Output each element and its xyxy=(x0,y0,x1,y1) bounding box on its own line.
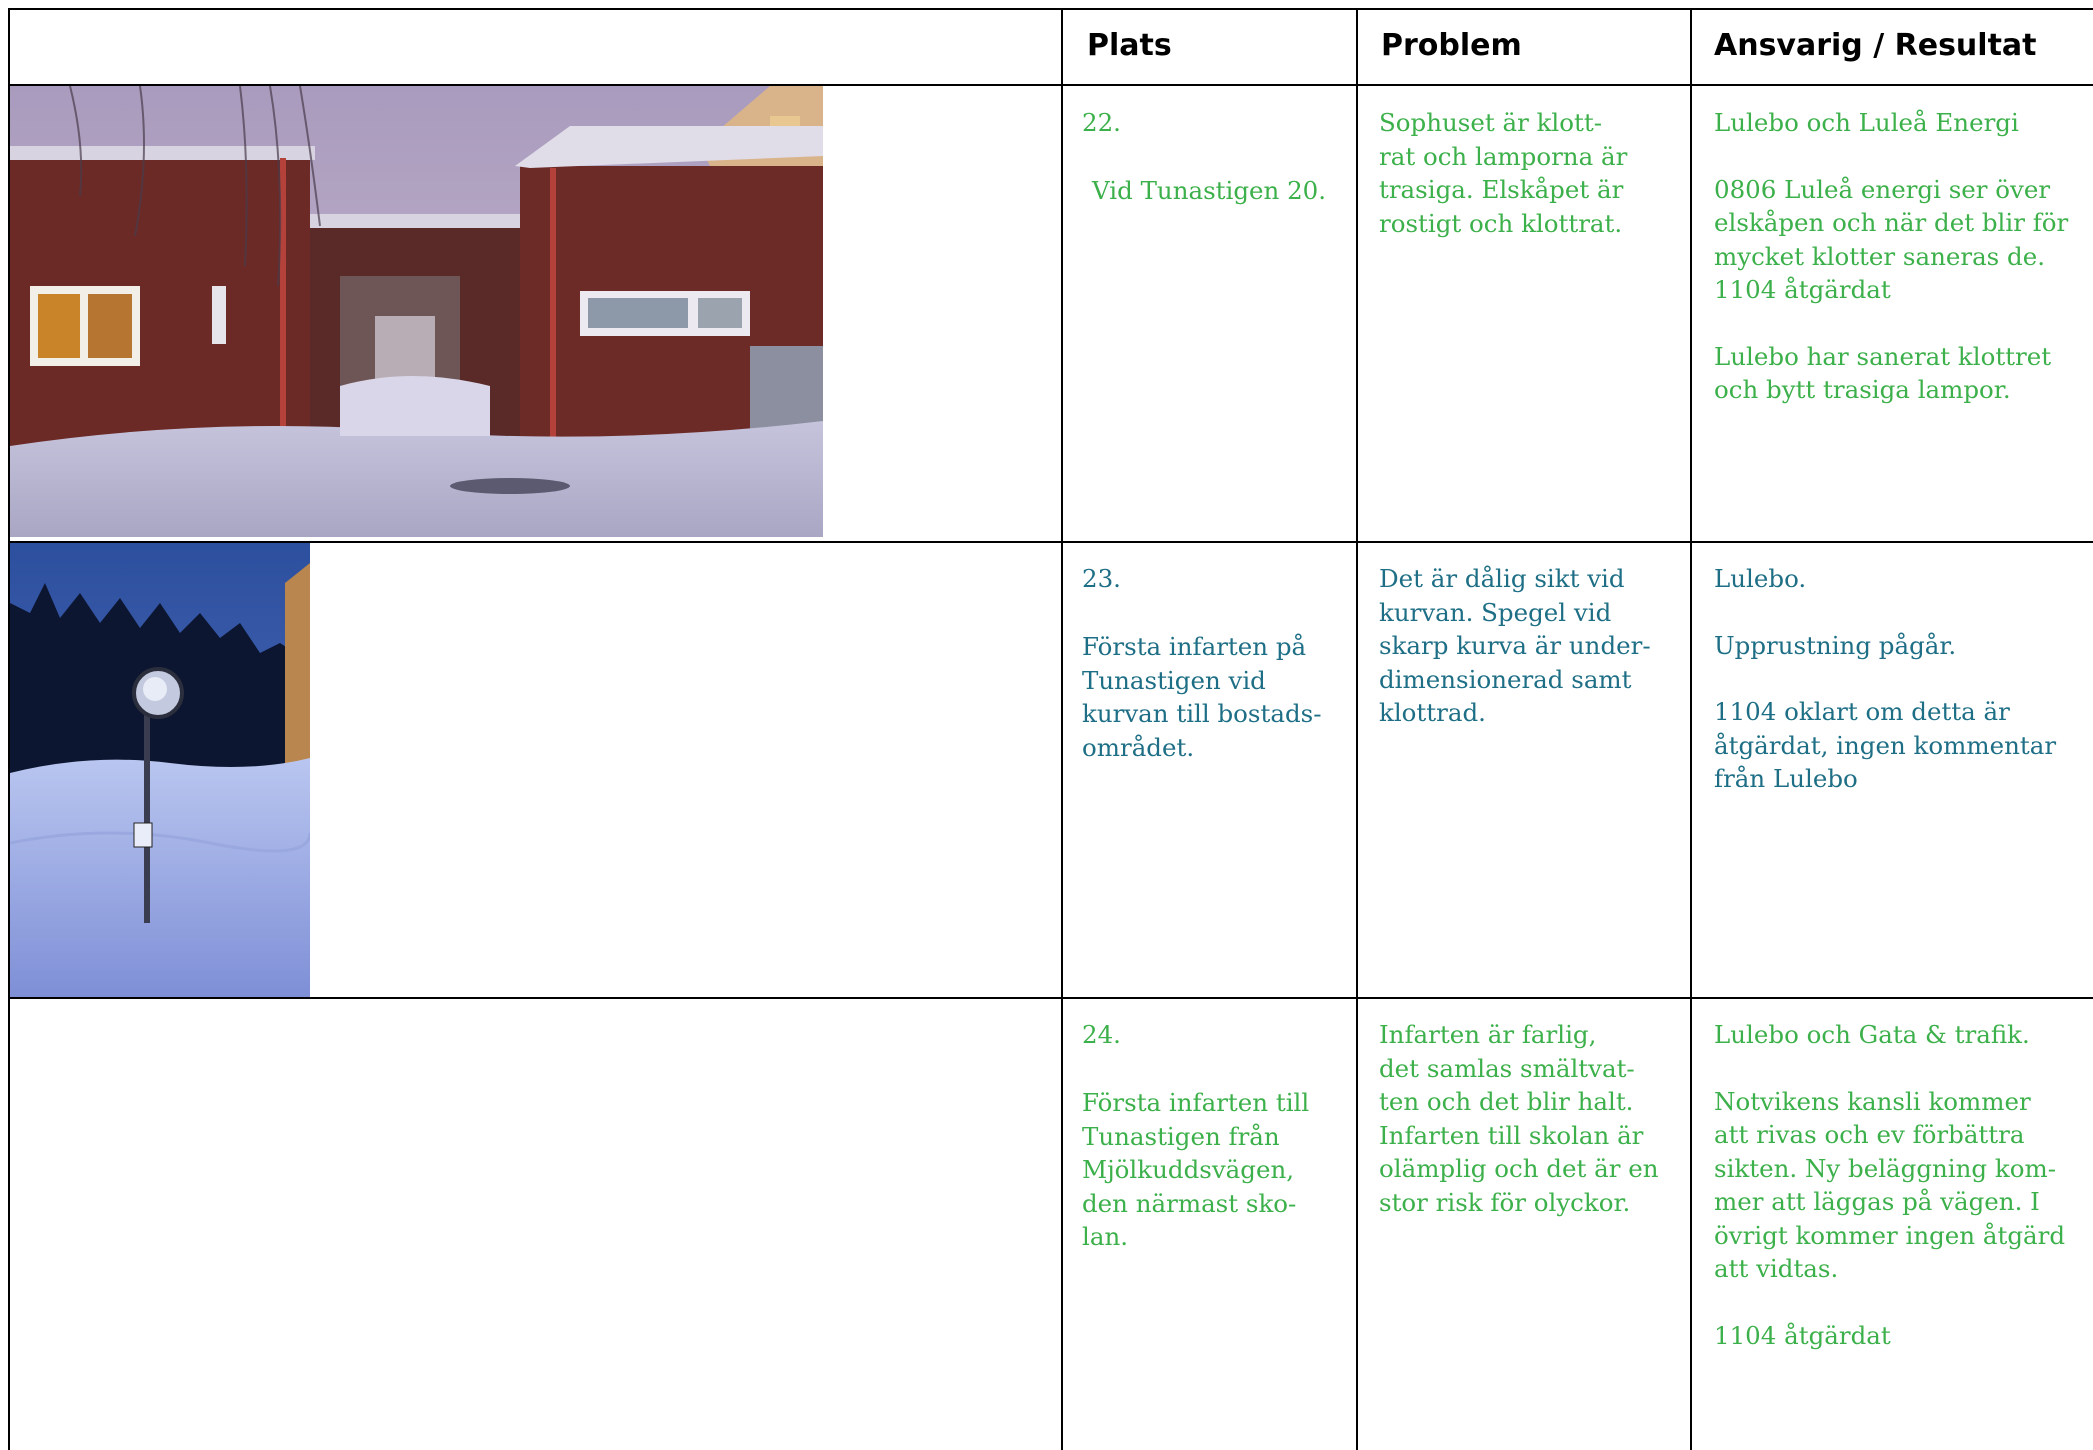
problem-line: dimensionerad samt xyxy=(1379,664,1632,694)
col-divider-problem xyxy=(1356,8,1358,1450)
plats-line: lan. xyxy=(1082,1222,1129,1251)
result-line: Lulebo har sanerat klottret xyxy=(1714,341,2052,371)
result-line: mer att läggas på vägen. I xyxy=(1714,1187,2040,1216)
row23-problem xyxy=(1379,562,1651,730)
plats-line: kurvan till bostads- xyxy=(1082,699,1322,728)
problem-line: olämplig och det är en xyxy=(1379,1154,1659,1183)
plats-line: Tunastigen vid xyxy=(1082,665,1266,695)
col-divider-plats xyxy=(1061,8,1063,1450)
result-line: 1104 åtgärdat xyxy=(1714,275,1891,304)
result-line: Upprustning pågår. xyxy=(1714,630,1957,660)
row22-problem xyxy=(1379,106,1627,240)
problem-line: stor risk för olyckor. xyxy=(1379,1187,1631,1217)
row23-plats xyxy=(1082,630,1322,764)
result-line: Lulebo. xyxy=(1714,564,1807,593)
row22-plats-number: 22. xyxy=(1082,108,1121,137)
problem-line: Infarten till skolan är xyxy=(1379,1120,1644,1150)
plats-line: Första infarten till xyxy=(1082,1088,1310,1117)
problem-line: klottrad. xyxy=(1379,698,1486,727)
row23-plats-number: 23. xyxy=(1082,564,1121,593)
row24-plats-number: 24. xyxy=(1082,1020,1121,1049)
photo-red-building xyxy=(10,86,823,537)
row23-result xyxy=(1714,562,2056,796)
plats-line: Tunastigen från xyxy=(1082,1121,1280,1151)
result-line: Lulebo och Luleå Energi xyxy=(1714,108,2019,137)
result-line: att vidtas. xyxy=(1714,1254,1839,1283)
result-line: mycket klotter saneras de. xyxy=(1714,241,2046,271)
result-line: elskåpen och när det blir för xyxy=(1714,208,2069,237)
plats-line: området. xyxy=(1082,732,1195,762)
row-divider-2 xyxy=(8,997,2093,999)
row24-plats xyxy=(1082,1086,1309,1254)
header-problem: Problem xyxy=(1381,28,1522,63)
row24-result xyxy=(1714,1018,2065,1352)
result-line: att rivas och ev förbättra xyxy=(1714,1120,2025,1149)
table-border-top xyxy=(8,8,2093,10)
result-line: åtgärdat, ingen kommentar xyxy=(1714,730,2057,760)
result-line: Notvikens kansli kommer xyxy=(1714,1086,2031,1116)
row24-problem xyxy=(1379,1018,1659,1219)
plats-line: Första infarten på xyxy=(1082,632,1307,661)
problem-line: det samlas smältvat- xyxy=(1379,1053,1635,1083)
result-line: 1104 åtgärdat xyxy=(1714,1320,1891,1350)
result-line: sikten. Ny beläggning kom- xyxy=(1714,1153,2056,1183)
problem-line: kurvan. Spegel vid xyxy=(1379,597,1612,627)
problem-line: Infarten är farlig, xyxy=(1379,1020,1597,1049)
problem-line: Sophuset är klott- xyxy=(1379,108,1602,137)
result-line: 1104 oklart om detta är xyxy=(1714,697,2010,726)
header-ansvarig-resultat: Ansvarig / Resultat xyxy=(1714,28,2037,63)
problem-line: ten och det blir halt. xyxy=(1379,1087,1634,1116)
row-divider-1 xyxy=(8,541,2093,543)
result-line: övrigt kommer ingen åtgärd xyxy=(1714,1220,2066,1250)
result-line: 0806 Luleå energi ser över xyxy=(1714,174,2051,204)
problem-line: skarp kurva är under- xyxy=(1379,631,1651,660)
result-line: Lulebo och Gata & trafik. xyxy=(1714,1020,2030,1049)
header-plats: Plats xyxy=(1087,28,1172,63)
result-line: och bytt trasiga lampor. xyxy=(1714,375,2011,404)
plats-line: Mjölkuddsvägen, xyxy=(1082,1155,1295,1184)
row22-result xyxy=(1714,106,2068,407)
problem-line: Det är dålig sikt vid xyxy=(1379,564,1625,593)
problem-line: rat och lamporna är xyxy=(1379,141,1628,171)
problem-line: trasiga. Elskåpet är xyxy=(1379,175,1624,204)
problem-line: rostigt och klottrat. xyxy=(1379,208,1623,238)
result-line: från Lulebo xyxy=(1714,764,1858,793)
col-divider-ansvarig xyxy=(1690,8,1692,1450)
plats-line: den närmast sko- xyxy=(1082,1188,1297,1218)
row22-plats-address: Vid Tunastigen 20. xyxy=(1092,176,1327,205)
photo-traffic-mirror xyxy=(10,543,310,997)
